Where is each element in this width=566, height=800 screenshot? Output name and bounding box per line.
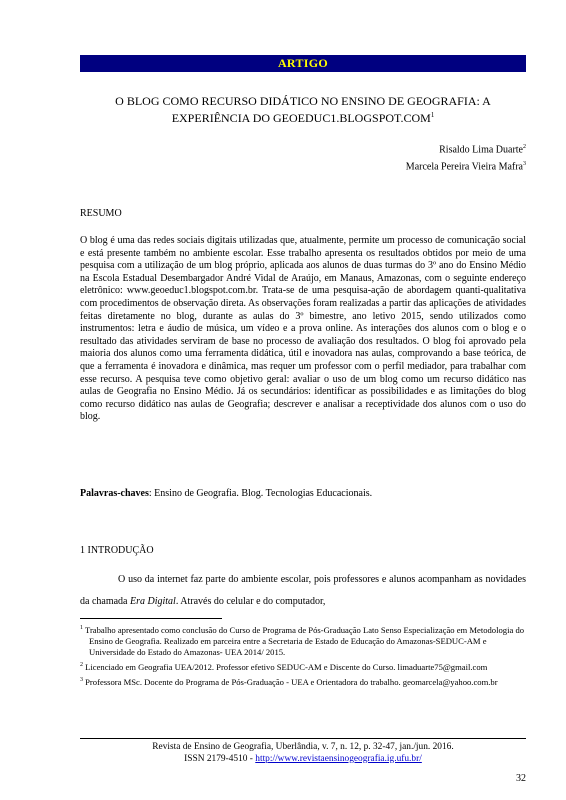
author-1-note: 2 — [523, 144, 526, 150]
title-footnote-marker: 1 — [430, 111, 435, 119]
era-digital-term: Era Digital — [129, 596, 176, 607]
footnote-2: $^2$ Licenciado em Geografia UEA/2012. Professor efetivo SEDUC-AM e Discente do Curso. limaduarte75@gmail.com — [80, 661, 488, 672]
footnote-3: $^3$ Professora MSc. Docente do Programa de Pós-Graduação - UEA e Orientadora do trabalho. geomarcela@yahoo.com.br — [80, 676, 498, 687]
title-line-2: EXPERIÊNCIA DO GEOEDUC1.BLOGSPOT.COM$^1$ — [171, 111, 435, 125]
keywords-list: : Ensino de Geografia. Blog. Tecnologias Educacionais. — [148, 488, 373, 499]
footer-rule — [80, 738, 526, 739]
footnote-1: $^1$ Trabalho apresentado como conclusão do Curso de Programa de Pós-Graduação Lato Senso Especialização em Metodologia do Ensino de Geografia. Realizado em parceira entre a Secretaria de Estado de Educação do Amazonas-SEDUC-AM e Universidade do Estado do Amazonas- UEA 2014/ 2015. — [80, 624, 525, 657]
page-number: 32 — [516, 773, 526, 784]
journal-citation: Revista de Ensino de Geografia, Uberlândia, v. 7, n. 12, p. 32-47, jan./jun. 2016. — [152, 742, 454, 752]
article-title — [80, 94, 526, 125]
author-list — [406, 140, 526, 175]
introduction-heading: 1 INTRODUÇÃO — [80, 545, 154, 556]
title-line-1: O BLOG COMO RECURSO DIDÁTICO NO ENSINO DE GEOGRAFIA: A — [115, 94, 491, 108]
journal-issn: ISSN 2179-4510 - http://www.revistaensinogeografia.ig.ufu.br/ — [184, 753, 422, 764]
footnotes — [80, 623, 526, 690]
article-type-banner: ARTIGO — [80, 55, 526, 72]
journal-footer — [80, 742, 526, 765]
abstract-heading: RESUMO — [80, 208, 122, 219]
keywords — [80, 488, 526, 499]
footnote-separator — [80, 618, 222, 619]
author-1: Risaldo Lima Duarte$^2$ — [439, 144, 526, 156]
journal-website-link[interactable]: http://www.revistaensinogeografia.ig.ufu.br/ — [255, 753, 422, 764]
author-2: Marcela Pereira Vieira Mafra$^3$ — [405, 161, 526, 173]
introduction-text: O uso da internet faz parte do ambiente escolar, pois professores e alunos acompanham as novidades da chamada Era Digital. Através do celular e do computador, — [80, 574, 526, 607]
author-2-note: 3 — [523, 161, 526, 168]
keywords-label: Palavras-chaves — [80, 488, 149, 499]
abstract-text: O blog é uma das redes sociais digitais utilizadas que, atualmente, permite um processo de comunicação social e está presente também no ambiente escolar. Esse trabalho apresenta os resultados obtidos por meio de uma pesquisa com a utilização de um blog próprio, aplicada aos alunos de duas turmas do 3º ano do Ensino Médio na Escola Estadual Desembargador André Vidal de Araújo, em Manaus, Amazonas, com o seguinte endereço eletrônico: www.geoeduc1.blogspot.com.br. Trata-se de uma pesquisa-ação de abordagem quanti-qualitativa com procedimentos de observação direta. As observações foram realizadas a partir das aplicações de atividades feitas diretamente no blog, durante as aulas do 3º bimestre, ano letivo 2015, sendo utilizados como instrumentos: letra e áudio de música, um vídeo e a prova online. As interações dos alunos com o blog e o resultado das atividades serviram de base no processo de avaliação dos resultados. O blog foi aprovado pela maioria dos alunos como uma ferramenta didática, útil e inovadora nas aulas, comprovando a base teórica, de que a ferramenta é inovadora e dinâmica, mas requer um professor com o perfil mediador, para trabalhar com esse recurso. A pesquisa teve como objetivo geral: avaliar o uso de um blog como um recurso didático nas aulas de Geografia no Ensino Médio. Já os secundários: identificar as possibilidades e as limitações do blog como recurso didático nas aulas de Geografia; descrever e analisar a receptividade dos alunos com o uso do blog. — [80, 235, 526, 423]
